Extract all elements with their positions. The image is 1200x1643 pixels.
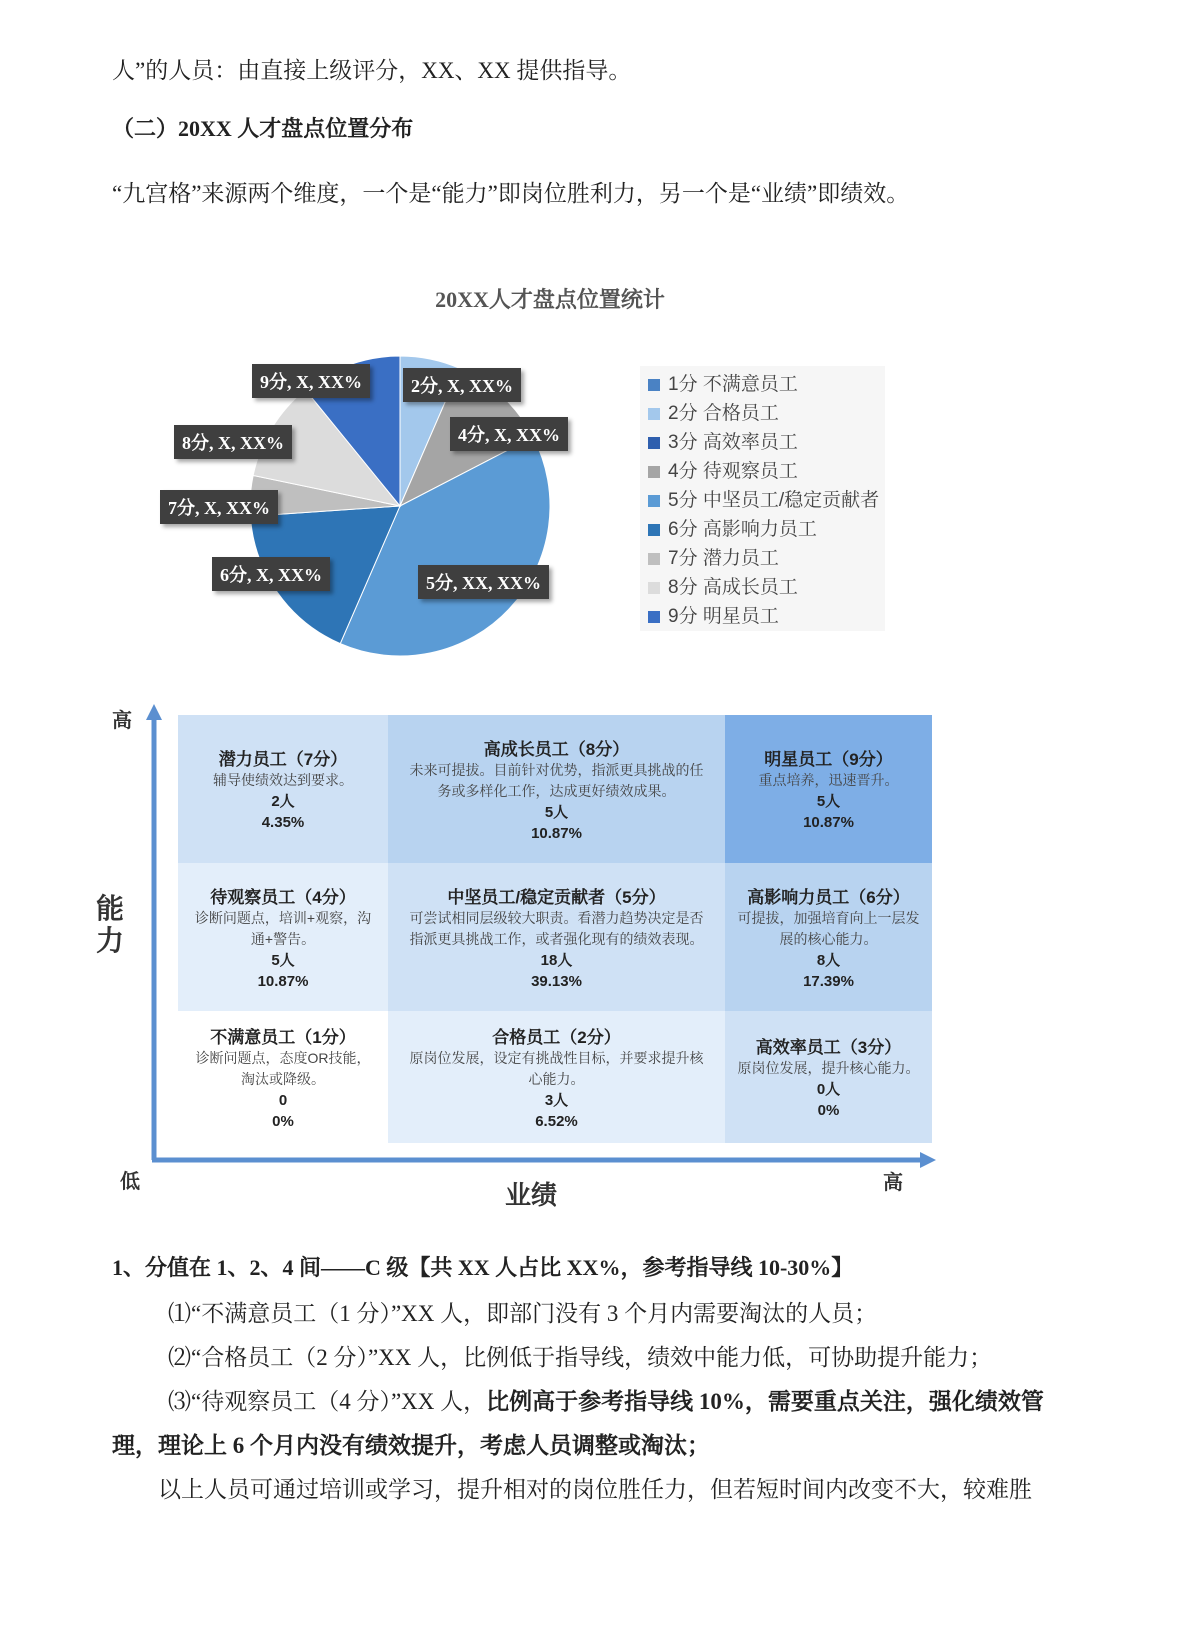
legend-label: 4分 待观察员工 bbox=[668, 461, 798, 482]
grid-cell-efficient bbox=[725, 1011, 932, 1143]
grid-cell-star bbox=[725, 715, 932, 863]
legend-label: 2分 合格员工 bbox=[668, 403, 779, 424]
legend-swatch bbox=[648, 466, 660, 478]
data-label-2: 2分, X, XX% bbox=[403, 368, 521, 402]
y-axis-high-label: 高 bbox=[112, 710, 132, 732]
cell-desc: 可尝试相同层级较大职责。看潜力趋势决定是否 bbox=[409, 909, 704, 926]
cell-desc: 务或多样化工作，达成更好绩效成果。 bbox=[437, 782, 676, 799]
legend-item-3 bbox=[648, 427, 798, 454]
cell-percent: 4.35% bbox=[261, 814, 305, 831]
cell-desc: 诊断问题点，培训+观察，沟 bbox=[194, 909, 372, 926]
legend-item-8 bbox=[648, 572, 798, 599]
y-axis-title: 能力 bbox=[96, 893, 125, 956]
legend-swatch bbox=[648, 379, 660, 391]
legend-swatch bbox=[648, 553, 660, 565]
legend-label: 1分 不满意员工 bbox=[668, 374, 798, 395]
pie-chart bbox=[0, 0, 1200, 700]
grid-cell-impact bbox=[725, 863, 932, 1011]
cell-percent: 6.52% bbox=[535, 1112, 578, 1130]
cell-percent: 0% bbox=[272, 1112, 294, 1130]
cell-desc: 通+警告。 bbox=[250, 930, 316, 947]
cell-title: 高影响力员工（6分） bbox=[747, 887, 910, 907]
list-item-2: ⑵“合格员工（2 分）”XX 人，比例低于指导线，绩效中能力低，可协助提升能力； bbox=[168, 1345, 993, 1370]
cell-title: 待观察员工（4分） bbox=[210, 887, 356, 907]
cell-title: 明星员工（9分） bbox=[764, 750, 893, 769]
legend-label: 9分 明星员工 bbox=[668, 606, 779, 627]
legend-item-5 bbox=[648, 485, 879, 512]
legend-label: 8分 高成长员工 bbox=[668, 577, 798, 598]
cell-percent: 17.39% bbox=[803, 972, 854, 990]
cell-desc: 重点培养，迅速晋升。 bbox=[758, 772, 899, 788]
cell-count: 5人 bbox=[271, 951, 295, 969]
grid-cell-unsatisfied bbox=[178, 1011, 388, 1143]
legend-item-7 bbox=[648, 543, 779, 570]
legend-item-4 bbox=[648, 456, 798, 483]
data-label-9: 9分, X, XX% bbox=[252, 364, 370, 398]
grid-cell-observe bbox=[178, 863, 388, 1011]
cell-desc: 心能力。 bbox=[528, 1070, 585, 1087]
level-c-heading: 1、分值在 1、2、4 间——C 级【共 XX 人占比 XX%，参考指导线 10-30%】 bbox=[112, 1255, 854, 1280]
cell-count: 3人 bbox=[544, 1091, 569, 1109]
x-axis-high-label: 高 bbox=[883, 1172, 903, 1194]
explanation-paragraph: “九宫格”来源两个维度，一个是“能力”即岗位胜利力，另一个是“业绩”即绩效。 bbox=[112, 181, 910, 206]
cell-desc: 指派更具挑战工作，或者强化现有的绩效表现。 bbox=[409, 930, 704, 947]
cell-desc: 淘汰或降级。 bbox=[241, 1070, 325, 1087]
data-label-4: 4分, X, XX% bbox=[450, 417, 568, 451]
cell-count: 0人 bbox=[816, 1081, 841, 1098]
legend-label: 5分 中坚员工/稳定贡献者 bbox=[668, 490, 880, 511]
x-axis-title: 业绩 bbox=[505, 1180, 558, 1210]
list-item-3-emphasis: 比例高于参考指导线 10%，需要重点关注，强化绩效管 bbox=[486, 1389, 1044, 1414]
list-item-3 bbox=[168, 1383, 1044, 1416]
data-label-7: 7分, X, XX% bbox=[160, 490, 278, 524]
cell-desc: 辅导使绩效达到要求。 bbox=[213, 772, 353, 788]
cell-count: 5人 bbox=[816, 793, 841, 810]
chart-title: 20XX人才盘点位置统计 bbox=[435, 287, 665, 312]
cell-title: 高效率员工（3分） bbox=[755, 1038, 902, 1057]
closing-paragraph: 以上人员可通过培训或学习，提升相对的岗位胜任力，但若短时间内改变不大，较难胜 bbox=[158, 1477, 1032, 1502]
cell-title: 中坚员工/稳定贡献者（5分） bbox=[447, 887, 666, 907]
grid-cell-potential bbox=[178, 715, 388, 863]
cell-title: 不满意员工（1分） bbox=[210, 1027, 356, 1047]
cell-desc: 原岗位发展，提升核心能力。 bbox=[737, 1060, 920, 1076]
legend-swatch bbox=[648, 437, 660, 449]
cell-desc: 可提拔，加强培育向上一层发 bbox=[737, 909, 920, 926]
cell-desc: 展的核心能力。 bbox=[779, 930, 878, 947]
cell-count: 0 bbox=[278, 1091, 288, 1109]
list-item-3-text: ⑶“待观察员工（4 分）”XX 人， bbox=[168, 1389, 487, 1414]
legend-swatch bbox=[648, 408, 660, 420]
cell-desc: 未来可提拔。目前针对优势，指派更具挑战的任 bbox=[409, 761, 704, 778]
legend-item-9 bbox=[648, 601, 779, 628]
cell-count: 2人 bbox=[271, 793, 295, 810]
x-axis-low-label: 低 bbox=[120, 1171, 140, 1193]
section-heading: （二）20XX 人才盘点位置分布 bbox=[112, 116, 414, 141]
grid-cell-core bbox=[388, 863, 725, 1011]
legend-item-6 bbox=[648, 514, 817, 541]
cell-count: 18人 bbox=[540, 951, 573, 969]
cell-title: 合格员工（2分） bbox=[492, 1027, 621, 1047]
data-label-8: 8分, X, XX% bbox=[174, 425, 292, 459]
cell-desc: 原岗位发展，设定有挑战性目标，并要求提升核 bbox=[409, 1049, 704, 1066]
legend-swatch bbox=[648, 524, 660, 536]
cell-title: 高成长员工（8分） bbox=[483, 739, 630, 759]
legend-label: 3分 高效率员工 bbox=[668, 432, 798, 453]
cell-percent: 10.87% bbox=[531, 824, 582, 842]
legend-item-1 bbox=[648, 369, 798, 396]
cell-percent: 39.13% bbox=[531, 972, 582, 990]
data-label-5: 5分, XX, XX% bbox=[418, 565, 549, 599]
legend-swatch bbox=[648, 495, 660, 507]
grid-cell-growth bbox=[388, 715, 725, 863]
cell-percent: 10.87% bbox=[257, 972, 309, 990]
data-label-6: 6分, X, XX% bbox=[212, 557, 330, 591]
cell-desc: 诊断问题点，态度OR技能， bbox=[195, 1049, 371, 1066]
cell-percent: 0% bbox=[817, 1102, 840, 1119]
cell-count: 5人 bbox=[544, 803, 569, 821]
chart-legend bbox=[640, 366, 885, 631]
legend-swatch bbox=[648, 611, 660, 623]
legend-item-2 bbox=[648, 398, 779, 425]
list-item-3-continuation: 理，理论上 6 个月内没有绩效提升，考虑人员调整或淘汰； bbox=[112, 1433, 710, 1458]
legend-swatch bbox=[648, 582, 660, 594]
cell-title: 潜力员工（7分） bbox=[218, 750, 348, 769]
cell-percent: 10.87% bbox=[803, 814, 854, 831]
legend-label: 7分 潜力员工 bbox=[668, 548, 779, 569]
legend-label: 6分 高影响力员工 bbox=[668, 519, 817, 540]
list-item-1: ⑴“不满意员工（1 分）”XX 人，即部门没有 3 个月内需要淘汰的人员； bbox=[168, 1301, 878, 1326]
grid-cell-qualified bbox=[388, 1011, 725, 1143]
cell-count: 8人 bbox=[816, 951, 841, 969]
intro-line: 人”的人员：由直接上级评分，XX、XX 提供指导。 bbox=[112, 58, 632, 83]
